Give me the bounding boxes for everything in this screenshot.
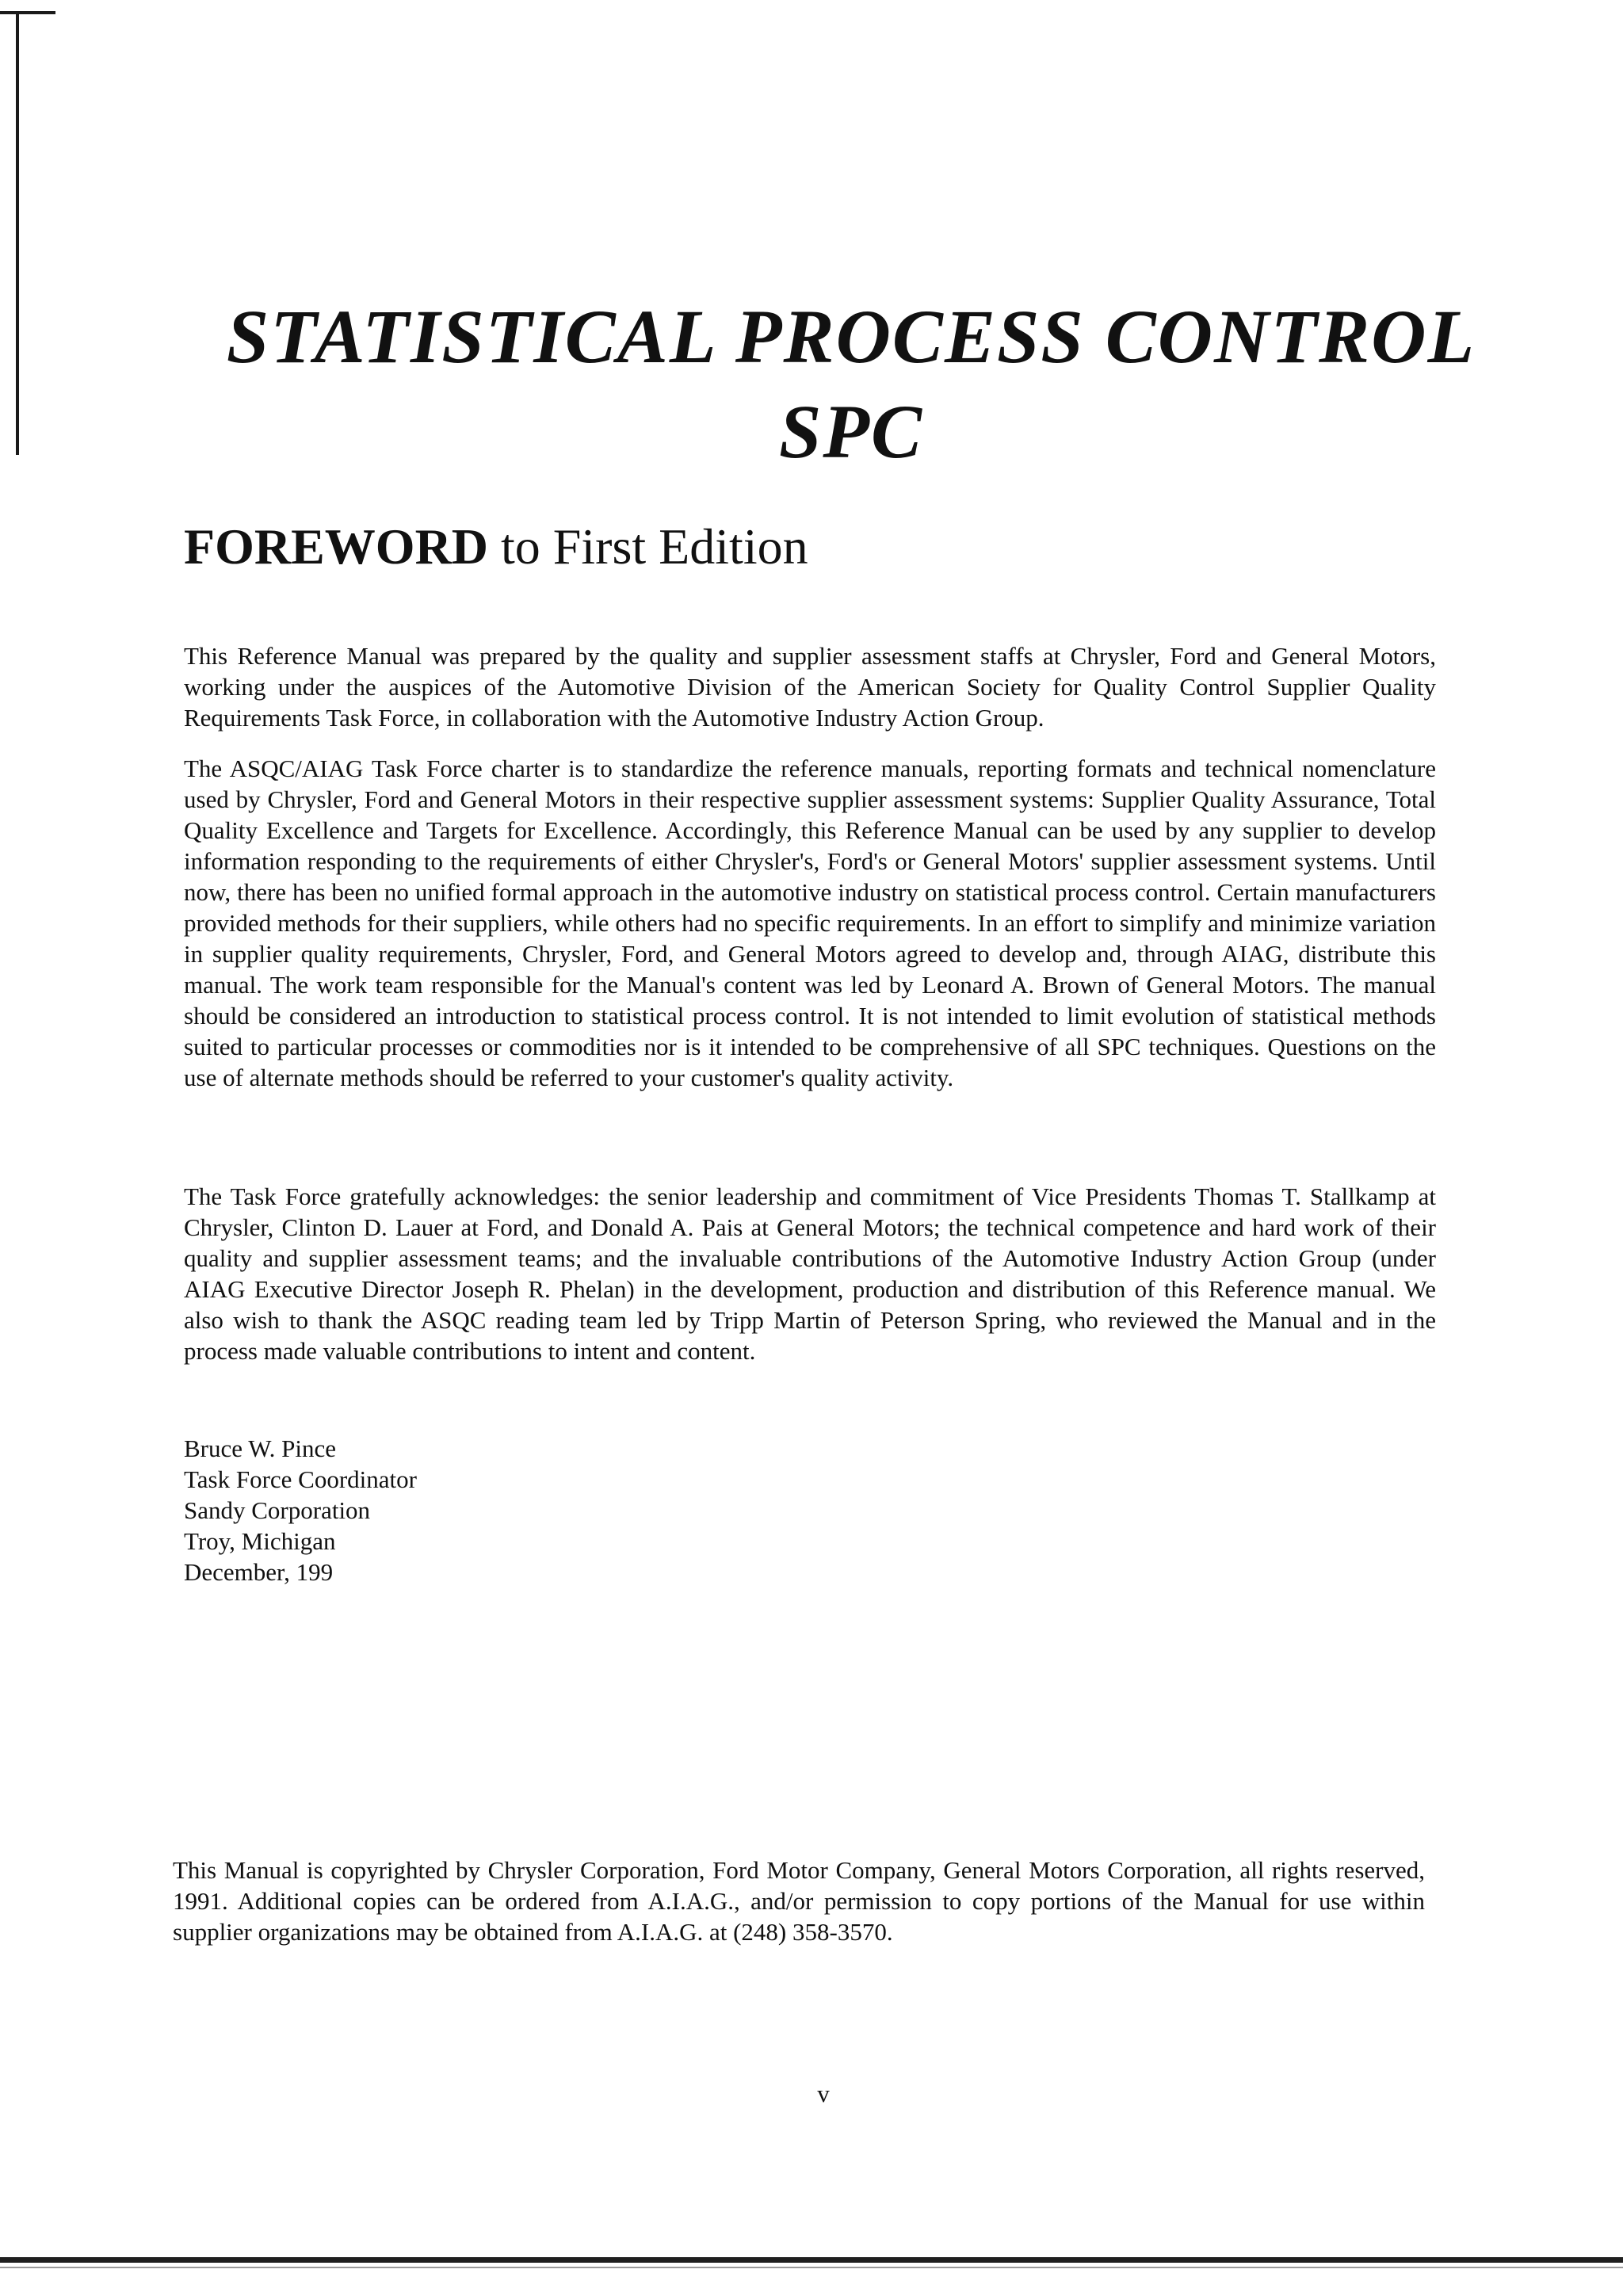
document-title: STATISTICAL PROCESS CONTROL [226,294,1476,379]
signature-name: Bruce W. Pince [184,1435,336,1462]
section-heading [184,515,808,579]
foreword-paragraph-3: The Task Force gratefully acknowledges: the senior leadership and commitment of Vice Presidents Thomas T. Stallkamp at Chrysler, Clinton D. Lauer at Ford, and Donald A. Pais at General Motors; the technical competence and hard work of their quality and supplier assessment teams; and the invaluable contributions of the Automotive Industry Action Group (under AIAG Executive Director Joseph R. Phelan) in the development, production and distribution of this Reference manual. We also wish to thank the ASQC reading team led by Tripp Martin of Peterson Spring, who reviewed the Manual and in the process made valuable contributions to intent and content. [184,1182,1436,1365]
signature-block [184,1433,417,1587]
section-heading-rest: to First Edition [488,518,808,575]
page-number: v [817,2080,830,2107]
scan-edge-left [16,11,19,455]
section-heading-bold: FOREWORD [184,518,488,575]
foreword-paragraph-1: This Reference Manual was prepared by the quality and supplier assessment staffs at Chrysler, Ford and General Motors, working under the auspices of the Automotive Division of the American Society for Quality Control Supplier Quality Requirements Task Force, in collaboration with the Automotive Industry Action Group. [184,642,1436,732]
document-subtitle: SPC [778,389,924,474]
scan-edge-top [0,11,55,14]
scan-edge-bottom [0,2257,1623,2263]
foreword-paragraph-2: The ASQC/AIAG Task Force charter is to standardize the reference manuals, reporting formats and technical nomenclature used by Chrysler, Ford and General Motors in their respective supplier assessment systems: Supplier Quality Assurance, Total Quality Excellence and Targets for Excellence. Accordingly, this Reference Manual can be used by any supplier to develop information responding to the requirements of either Chrysler's, Ford's or General Motors' supplier assessment systems. Until now, there has been no unified formal approach in the automotive industry on statistical process control. Certain manufacturers provided methods for their suppliers, while others had no specific requirements. In an effort to simplify and minimize variation in supplier quality requirements, Chrysler, Ford, and General Motors agreed to develop and, through AIAG, distribute this manual. The work team responsible for the Manual's content was led by Leonard A. Brown of General Motors. The manual should be considered an introduction to statistical process control. It is not intended to limit evolution of statistical methods suited to particular processes or commodities nor is it intended to be comprehensive of all SPC techniques. Questions on the use of alternate methods should be referred to your customer's quality activity. [184,755,1436,1091]
signature-location: Troy, Michigan [184,1527,336,1555]
signature-organization: Sandy Corporation [184,1496,371,1524]
signature-date: December, 199 [184,1558,334,1586]
scan-edge-bottom-faint [0,2267,1623,2268]
copyright-notice: This Manual is copyrighted by Chrysler Corporation, Ford Motor Company, General Motors Corporation, all rights reserved, 1991. Additional copies can be ordered from A.I.A.G., and/or permission to copy portions of the Manual for use within supplier organizations may be obtained from A.I.A.G. at (248) 358-3570. [173,1856,1425,1946]
signature-role: Task Force Coordinator [184,1465,417,1493]
